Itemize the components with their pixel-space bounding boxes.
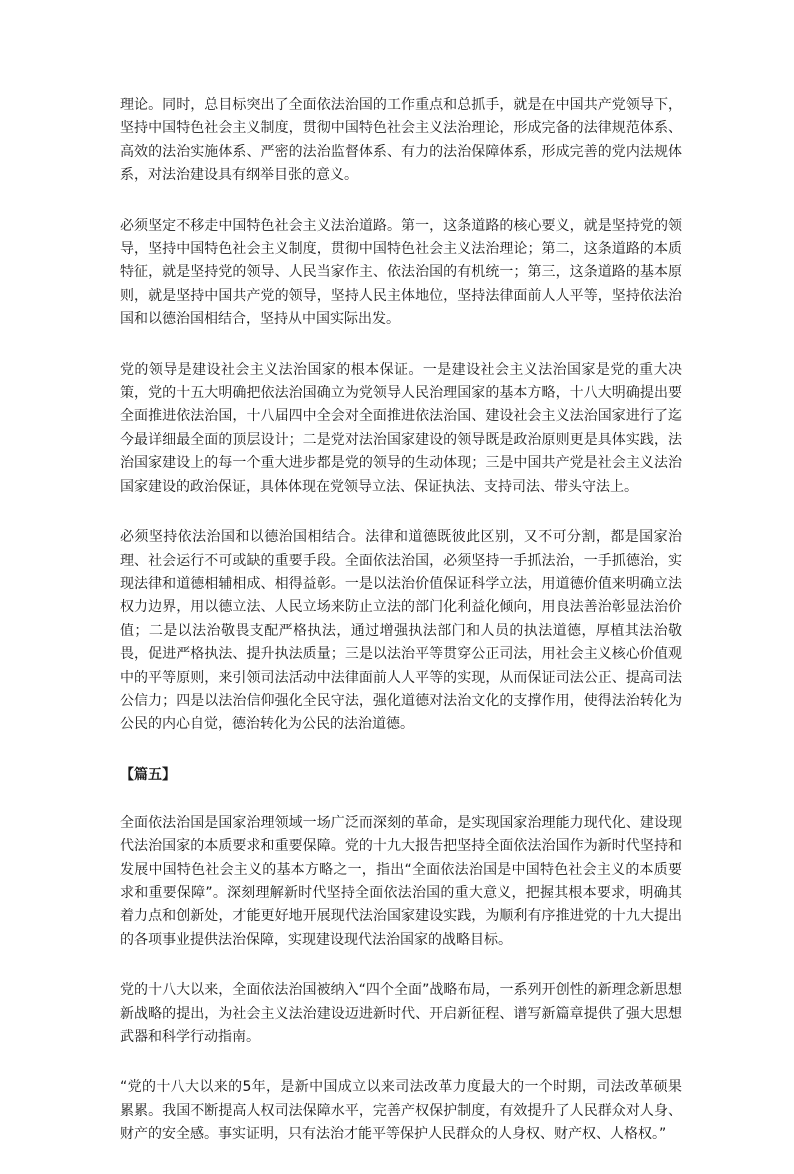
- paragraph-7: “党的十八大以来的5年，是新中国成立以来司法改革力度最大的一个时期，司法改革硕果累累。我国不断提高人权司法保障水平，完善产权保护制度，有效提升了人民群众对人身、财产的安全感。事实证明，只有法治才能平等保护人民群众的人身权、财产权、人格权。”: [120, 1079, 682, 1143]
- paragraph-3: 党的领导是建设社会主义法治国家的根本保证。一是建设社会主义法治国家是党的重大决策，党的十五大明确把依法治国确立为党领导人民治理国家的基本方略，十八大明确提出要全面推进依法治国，十八届四中全会对全面推进依法治国、建设社会主义法治国家进行了迄今最详细最全面的顶层设计；二是党对法治国家建设的领导既是政治原则更是具体实践，法治国家建设上的每一个重大进步都是党的领导的生动体现；三是中国共产党是社会主义法治国家建设的政治保证，具体体现在党领导立法、保证执法、支持司法、带头守法上。: [120, 361, 682, 495]
- document-page: [120, 94, 682, 1174]
- paragraph-1: 理论。同时，总目标突出了全面依法治国的工作重点和总抓手，就是在中国共产党领导下，坚持中国特色社会主义制度，贯彻中国特色社会主义法治理论，形成完备的法律规范体系、高效的法治实施体系、严密的法治监督体系、有力的法治保障体系，形成完善的党内法规体系，对法治建设具有纲举目张的意义。: [120, 97, 682, 184]
- paragraph-2: 必须坚定不移走中国特色社会主义法治道路。第一，这条道路的核心要义，就是坚持党的领导，坚持中国特色社会主义制度，贯彻中国特色社会主义法治理论；第二，这条道路的本质特征，就是坚持党的领导、人民当家作主、依法治国的有机统一；第三，这条道路的基本原则，就是坚持中国共产党的领导，坚持人民主体地位，坚持法律面前人人平等，坚持依法治国和以德治国相结合，坚持从中国实际出发。: [120, 217, 682, 328]
- paragraph-6: 党的十八大以来，全面依法治国被纳入“四个全面”战略布局，一系列开创性的新理念新思想新战略的提出，为社会主义法治建设迈进新时代、开启新征程、谱写新篇章提供了强大思想武器和科学行动指南。: [120, 982, 682, 1045]
- paragraph-5: 全面依法治国是国家治理领域一场广泛而深刻的革命，是实现国家治理能力现代化、建设现代法治国家的本质要求和重要保障。党的十九大报告把坚持全面依法治国作为新时代坚持和发展中国特色社会主义的基本方略之一，指出“全面依法治国是中国特色社会主义的本质要求和重要保障”。深刻理解新时代坚持全面依法治国的重大意义，把握其根本要求，明确其着力点和创新处，才能更好地开展现代法治国家建设实践，为顺利有序推进党的十九大提出的各项事业提供法治保障，实现建设现代法治国家的战略目标。: [120, 814, 682, 948]
- section-heading: 【篇五】: [120, 766, 176, 783]
- paragraph-4: 必须坚持依法治国和以德治国相结合。法律和道德既彼此区别，又不可分割，都是国家治理、社会运行不可或缺的重要手段。全面依法治国，必须坚持一手抓法治，一手抓德治，实现法律和道德相辅相成、相得益彰。一是以法治价值保证科学立法，用道德价值来明确立法权力边界，用以德立法、人民立场来防止立法的部门化利益化倾向，用良法善治彰显法治价值；二是以法治敬畏支配严格执法，通过增强执法部门和人员的执法道德，厚植其法治敬畏，促进严格执法、提升执法质量；三是以法治平等贯穿公正司法，用社会主义核心价值观中的平等原则，来引领司法活动中法律面前人人平等的实现，从而保证司法公正、提高司法公信力；四是以法治信仰强化全民守法，强化道德对法治文化的支撑作用，使得法治转化为公民的内心自觉，德治转化为公民的法治道德。: [120, 529, 682, 733]
